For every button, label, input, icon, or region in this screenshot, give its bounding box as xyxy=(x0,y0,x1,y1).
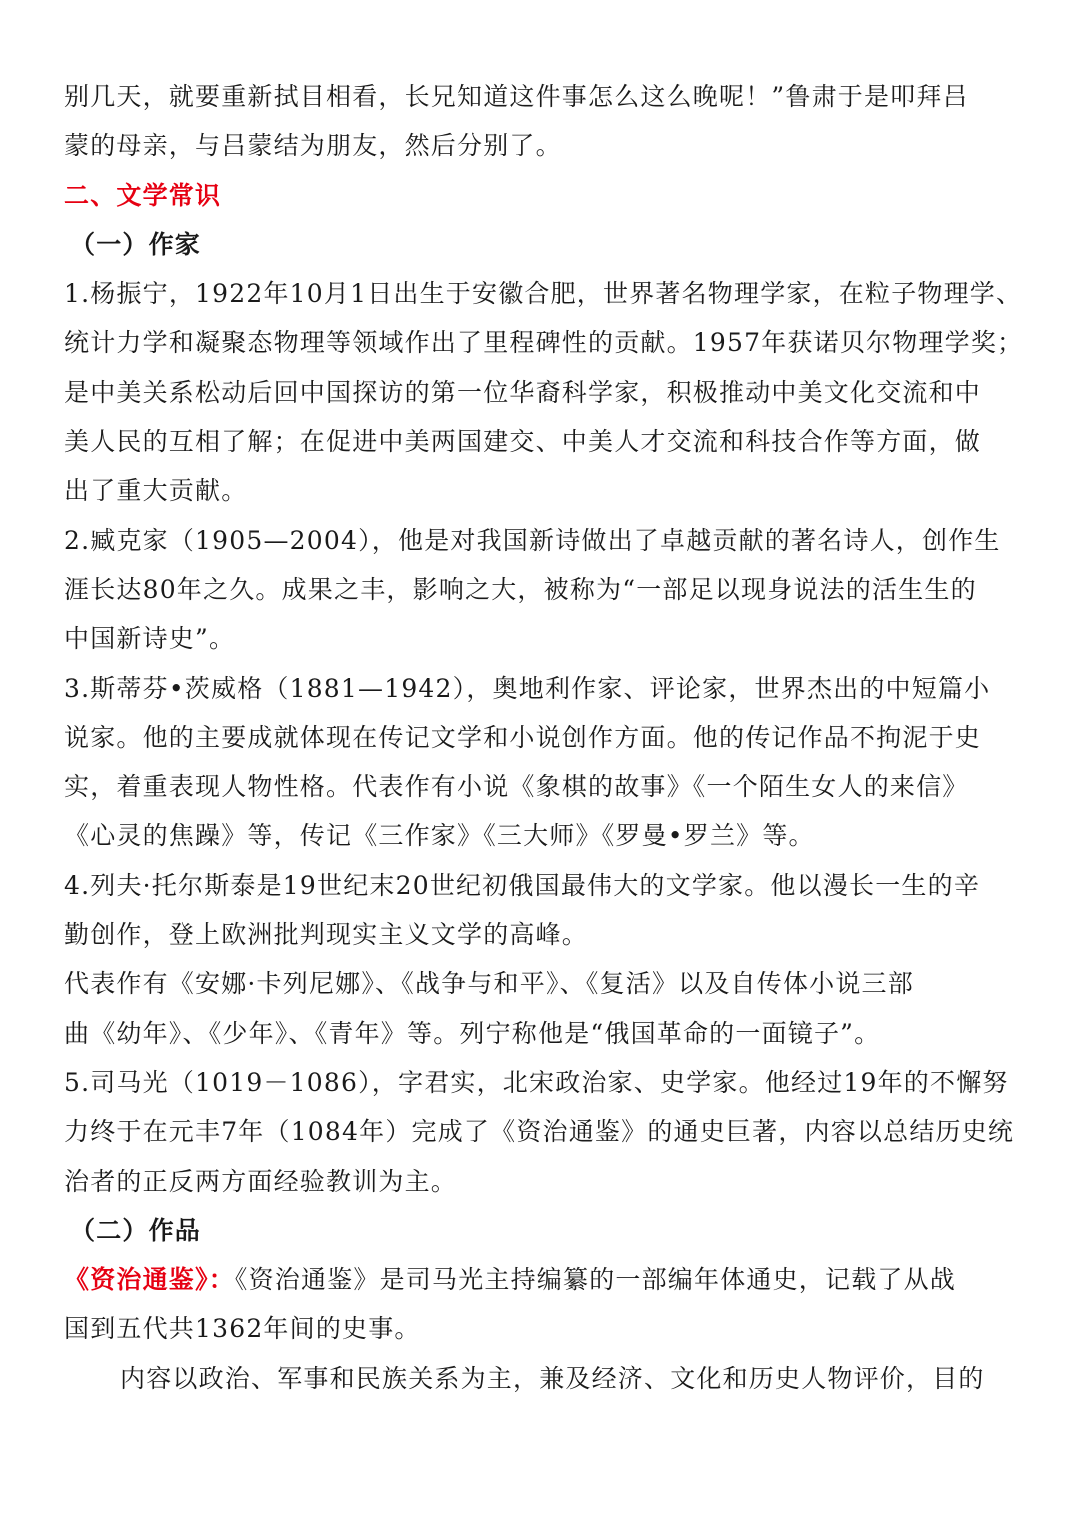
text-line: 说家。他的主要成就体现在传记文学和小说创作方面。他的传记作品不拘泥于史 xyxy=(64,722,982,752)
text-line: 力终于在元丰7年（1084年）完成了《资治通鉴》的通史巨著，内容以总结历史统 xyxy=(64,1117,1015,1147)
text-line: 中国新诗史”。 xyxy=(64,624,236,654)
text-line: 5.司马光（1019－1086），字君实，北宋政治家、史学家。他经过19年的不懈努 xyxy=(64,1067,1009,1097)
work-title: 《资治通鉴》： xyxy=(64,1265,235,1295)
text-line: 统计力学和凝聚态物理等领域作出了里程碑性的贡献。1957年获诺贝尔物理学奖； xyxy=(64,328,1024,358)
text-line: 是中美关系松动后回中国探访的第一位华裔科学家，积极推动中美文化交流和中 xyxy=(64,377,982,407)
text-line: 别几天，就要重新拭目相看，长兄知道这件事怎么这么晚呢！”鲁肃于是叩拜吕 xyxy=(64,82,969,111)
document-page xyxy=(64,72,1034,1403)
text-line: 涯长达80年之久。成果之丰，影响之大，被称为“一部足以现身说法的活生生的 xyxy=(64,574,977,604)
text-line: 蒙的母亲，与吕蒙结为朋友，然后分别了。 xyxy=(64,131,562,161)
text-line: 治者的正反两方面经验教训为主。 xyxy=(64,1166,458,1196)
text-line: 实，着重表现人物性格。代表作有小说《象棋的故事》《一个陌生女人的来信》 xyxy=(64,772,969,802)
text-line: 代表作有《安娜·卡列尼娜》、《战争与和平》、《复活》以及自传体小说三部 xyxy=(64,969,914,999)
text-line: 2.臧克家（1905—2004），他是对我国新诗做出了卓越贡献的著名诗人，创作生 xyxy=(64,525,1001,555)
text-line-indented: 内容以政治、军事和民族关系为主，兼及经济、文化和历史人物评价，目的 xyxy=(120,1363,985,1393)
text-line: 美人民的互相了解；在促进中美两国建交、中美人才交流和科技合作等方面，做 xyxy=(64,427,982,457)
subsection-heading-authors: （一）作家 xyxy=(70,229,202,259)
text-line: 曲《幼年》、《少年》、《青年》等。列宁称他是“俄国革命的一面镜子”。 xyxy=(64,1018,881,1048)
work-text: 《资治通鉴》是司马光主持编纂的一部编年体通史，记载了从战 xyxy=(234,1265,957,1295)
subsection-heading-works: （二）作品 xyxy=(70,1215,202,1245)
text-line: 勤创作，登上欧洲批判现实主义文学的高峰。 xyxy=(64,920,589,950)
text-line: 1.杨振宁，1922年10月1日出生于安徽合肥，世界著名物理学家，在粒子物理学、 xyxy=(64,279,1023,309)
text-line: 《心灵的焦躁》等，传记《三作家》《三大师》《罗曼•罗兰》等。 xyxy=(64,821,815,851)
text-line: 4.列夫·托尔斯泰是19世纪末20世纪初俄国最伟大的文学家。他以漫长一生的辛 xyxy=(64,870,981,900)
work-line xyxy=(64,1255,1034,1304)
text-line: 国到五代共1362年间的史事。 xyxy=(64,1314,421,1344)
text-line: 出了重大贡献。 xyxy=(64,476,248,506)
section-heading: 二、文学常识 xyxy=(64,180,222,210)
text-line: 3.斯蒂芬•茨威格（1881—1942），奥地利作家、评论家，世界杰出的中短篇小 xyxy=(64,673,991,703)
